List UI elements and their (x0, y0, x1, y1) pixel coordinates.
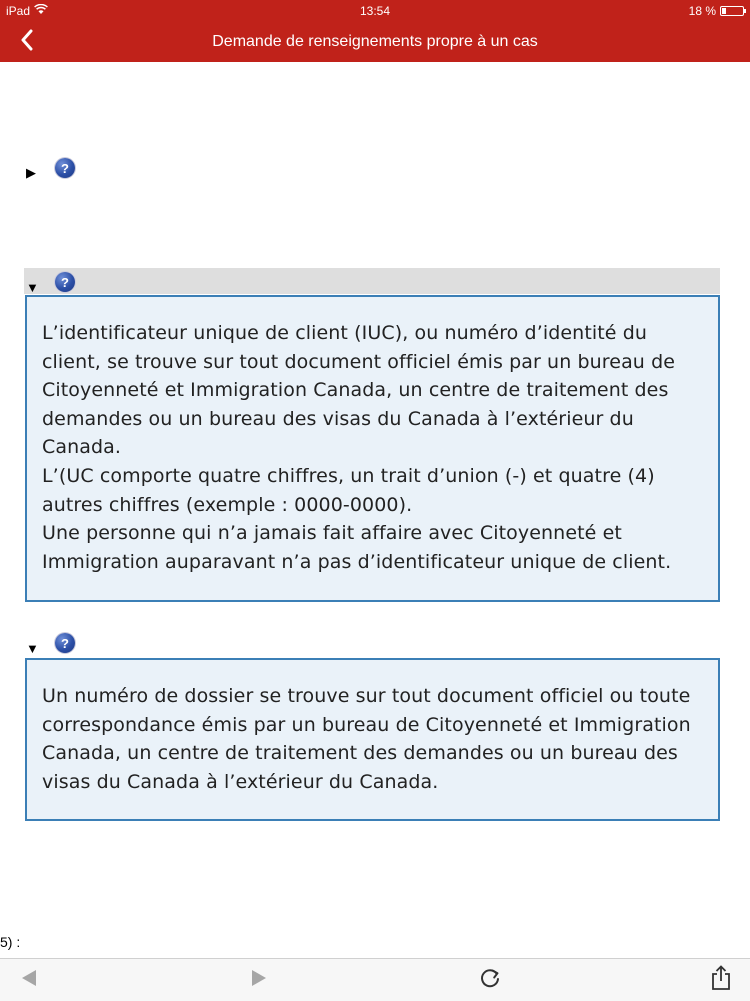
partial-text: 5) : (0, 934, 21, 950)
back-arrow-button[interactable] (14, 967, 44, 993)
info-paragraph: Une personne qui n’a jamais fait affaire avec Citoyenneté et Immigration auparavant n’a pas d’identificateur unique de client. (42, 522, 672, 573)
content-area (0, 62, 750, 958)
battery-fill (722, 8, 726, 14)
browser-toolbar (0, 958, 750, 1001)
page-title: Demande de renseignements propre à un cas (212, 33, 538, 50)
status-bar (0, 0, 750, 22)
disclosure-expanded-icon[interactable]: ▼ (26, 641, 39, 656)
info-box-iuc (25, 295, 720, 602)
battery-icon (720, 6, 744, 16)
share-button[interactable] (706, 967, 736, 993)
navigation-bar (0, 22, 750, 62)
disclosure-collapsed-icon[interactable]: ▶ (26, 165, 36, 180)
info-paragraph: L’(UC comporte quatre chiffres, un trait d’union (-) et quatre (4) autres chiffres (exemple : 0000-0000). (42, 464, 655, 516)
share-icon (710, 965, 732, 996)
back-arrow-icon (21, 969, 37, 992)
battery-percentage: 18 % (688, 4, 716, 18)
help-icon[interactable]: ? (55, 272, 75, 292)
reload-button[interactable] (475, 967, 505, 993)
disclosure-expanded-icon[interactable]: ▼ (26, 280, 39, 295)
status-time: 13:54 (359, 4, 391, 18)
info-paragraph: Un numéro de dossier se trouve sur tout document officiel ou toute correspondance émis par un bureau de Citoyenneté et Immigration Canada, un centre de traitement des demandes ou un bureau des visas du Canada à l’extérieur du Canada. (42, 685, 691, 793)
info-paragraph: L’identificateur unique de client (IUC), ou numéro d’identité du client, se trouve sur tout document officiel émis par un bureau de Citoyenneté et Immigration Canada, un centre de traitement des demandes ou un bureau des visas du Canada à l’extérieur du Canada. (42, 322, 676, 459)
reload-icon (479, 967, 501, 994)
help-icon[interactable]: ? (55, 158, 75, 178)
section-header-iuc[interactable] (24, 268, 720, 294)
forward-arrow-button[interactable] (244, 967, 274, 993)
help-icon[interactable]: ? (55, 633, 75, 653)
info-box-file-number (25, 658, 720, 821)
forward-arrow-icon (251, 969, 267, 992)
status-right (689, 4, 744, 18)
device-name: iPad (6, 4, 31, 18)
